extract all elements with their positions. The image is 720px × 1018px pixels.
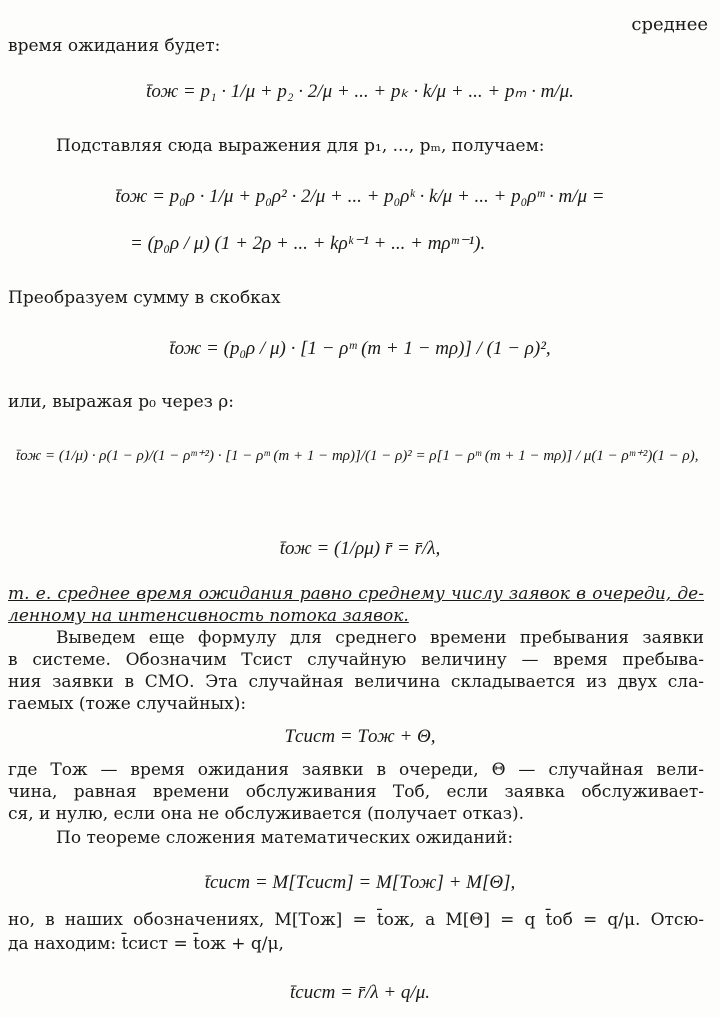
paragraph-6-line-2: в системе. Обозначим Tсист случайную величину — время пребыва-: [8, 650, 704, 670]
formula-1: t̄ож = p₁ · 1/μ + p₂ · 2/μ + ... + pₖ · k/μ + ... + pₘ · m/μ.: [146, 81, 574, 102]
paragraph-7-line-2: чина, равная времени обслуживания Tоб, если заявка обслуживает-: [8, 782, 704, 802]
paragraph-9-line-1: но, в наших обозначениях, M[Tож] = t̄ож, а M[Θ] = q t̄об = q/μ. Отсю-: [8, 910, 704, 930]
paragraph-6-line-3: ния заявки в СМО. Эта случайная величина складывается из двух сла-: [8, 672, 704, 692]
formula-7: Tсист = Tож + Θ,: [284, 726, 436, 747]
paragraph-5-line-2: ленному на интенсивность потока заявок.: [8, 606, 409, 626]
paragraph-4: или, выражая p₀ через ρ:: [8, 392, 235, 412]
formula-9: t̄сист = r̄/λ + q/μ.: [290, 982, 430, 1003]
paragraph-2: Подставляя сюда выражения для p₁, ..., pₘ, получаем:: [56, 136, 545, 156]
formula-6: t̄ож = (1/ρμ) r̄ = r̄/λ,: [279, 538, 441, 559]
paragraph-5-line-1: т. е. среднее время ожидания равно среднему числу заявок в очереди, де-: [8, 584, 704, 604]
paragraph-8: По теореме сложения математических ожиданий:: [56, 828, 514, 848]
paragraph-1: время ожидания будет:: [8, 36, 221, 56]
paragraph-6-line-1: Выведем еще формулу для среднего времени пребывания заявки: [56, 628, 704, 648]
running-word: среднее: [631, 14, 708, 35]
formula-8: t̄сист = M[Tсист] = M[Tож] + M[Θ],: [204, 872, 516, 893]
paragraph-6-line-4: гаемых (тоже случайных):: [8, 694, 247, 714]
paragraph-7-line-3: ся, и нулю, если она не обслуживается (получает отказ).: [8, 804, 525, 824]
paragraph-3: Преобразуем сумму в скобках: [8, 288, 281, 308]
paragraph-9-line-2: да находим: t̄сист = t̄ож + q/μ,: [8, 934, 284, 954]
formula-5: t̄ож = (1/μ) · ρ(1 − ρ)/(1 − ρᵐ⁺²) · [1 − ρᵐ (m + 1 − mρ)]/(1 − ρ)² = ρ[1 − ρᵐ (m + 1 − mρ)] / μ(1 − ρᵐ⁺²)(1 − ρ),: [16, 448, 699, 464]
formula-3: = (p₀ρ / μ) (1 + 2ρ + ... + kρᵏ⁻¹ + ... + mρᵐ⁻¹).: [130, 233, 486, 254]
formula-2: t̄ож = p₀ρ · 1/μ + p₀ρ² · 2/μ + ... + p₀ρᵏ · k/μ + ... + p₀ρᵐ · m/μ =: [115, 186, 605, 207]
formula-4: t̄ож = (p₀ρ / μ) · [1 − ρᵐ (m + 1 − mρ)] / (1 − ρ)²,: [169, 338, 551, 359]
paragraph-7-line-1: где Tож — время ожидания заявки в очереди, Θ — случайная вели-: [8, 760, 704, 780]
